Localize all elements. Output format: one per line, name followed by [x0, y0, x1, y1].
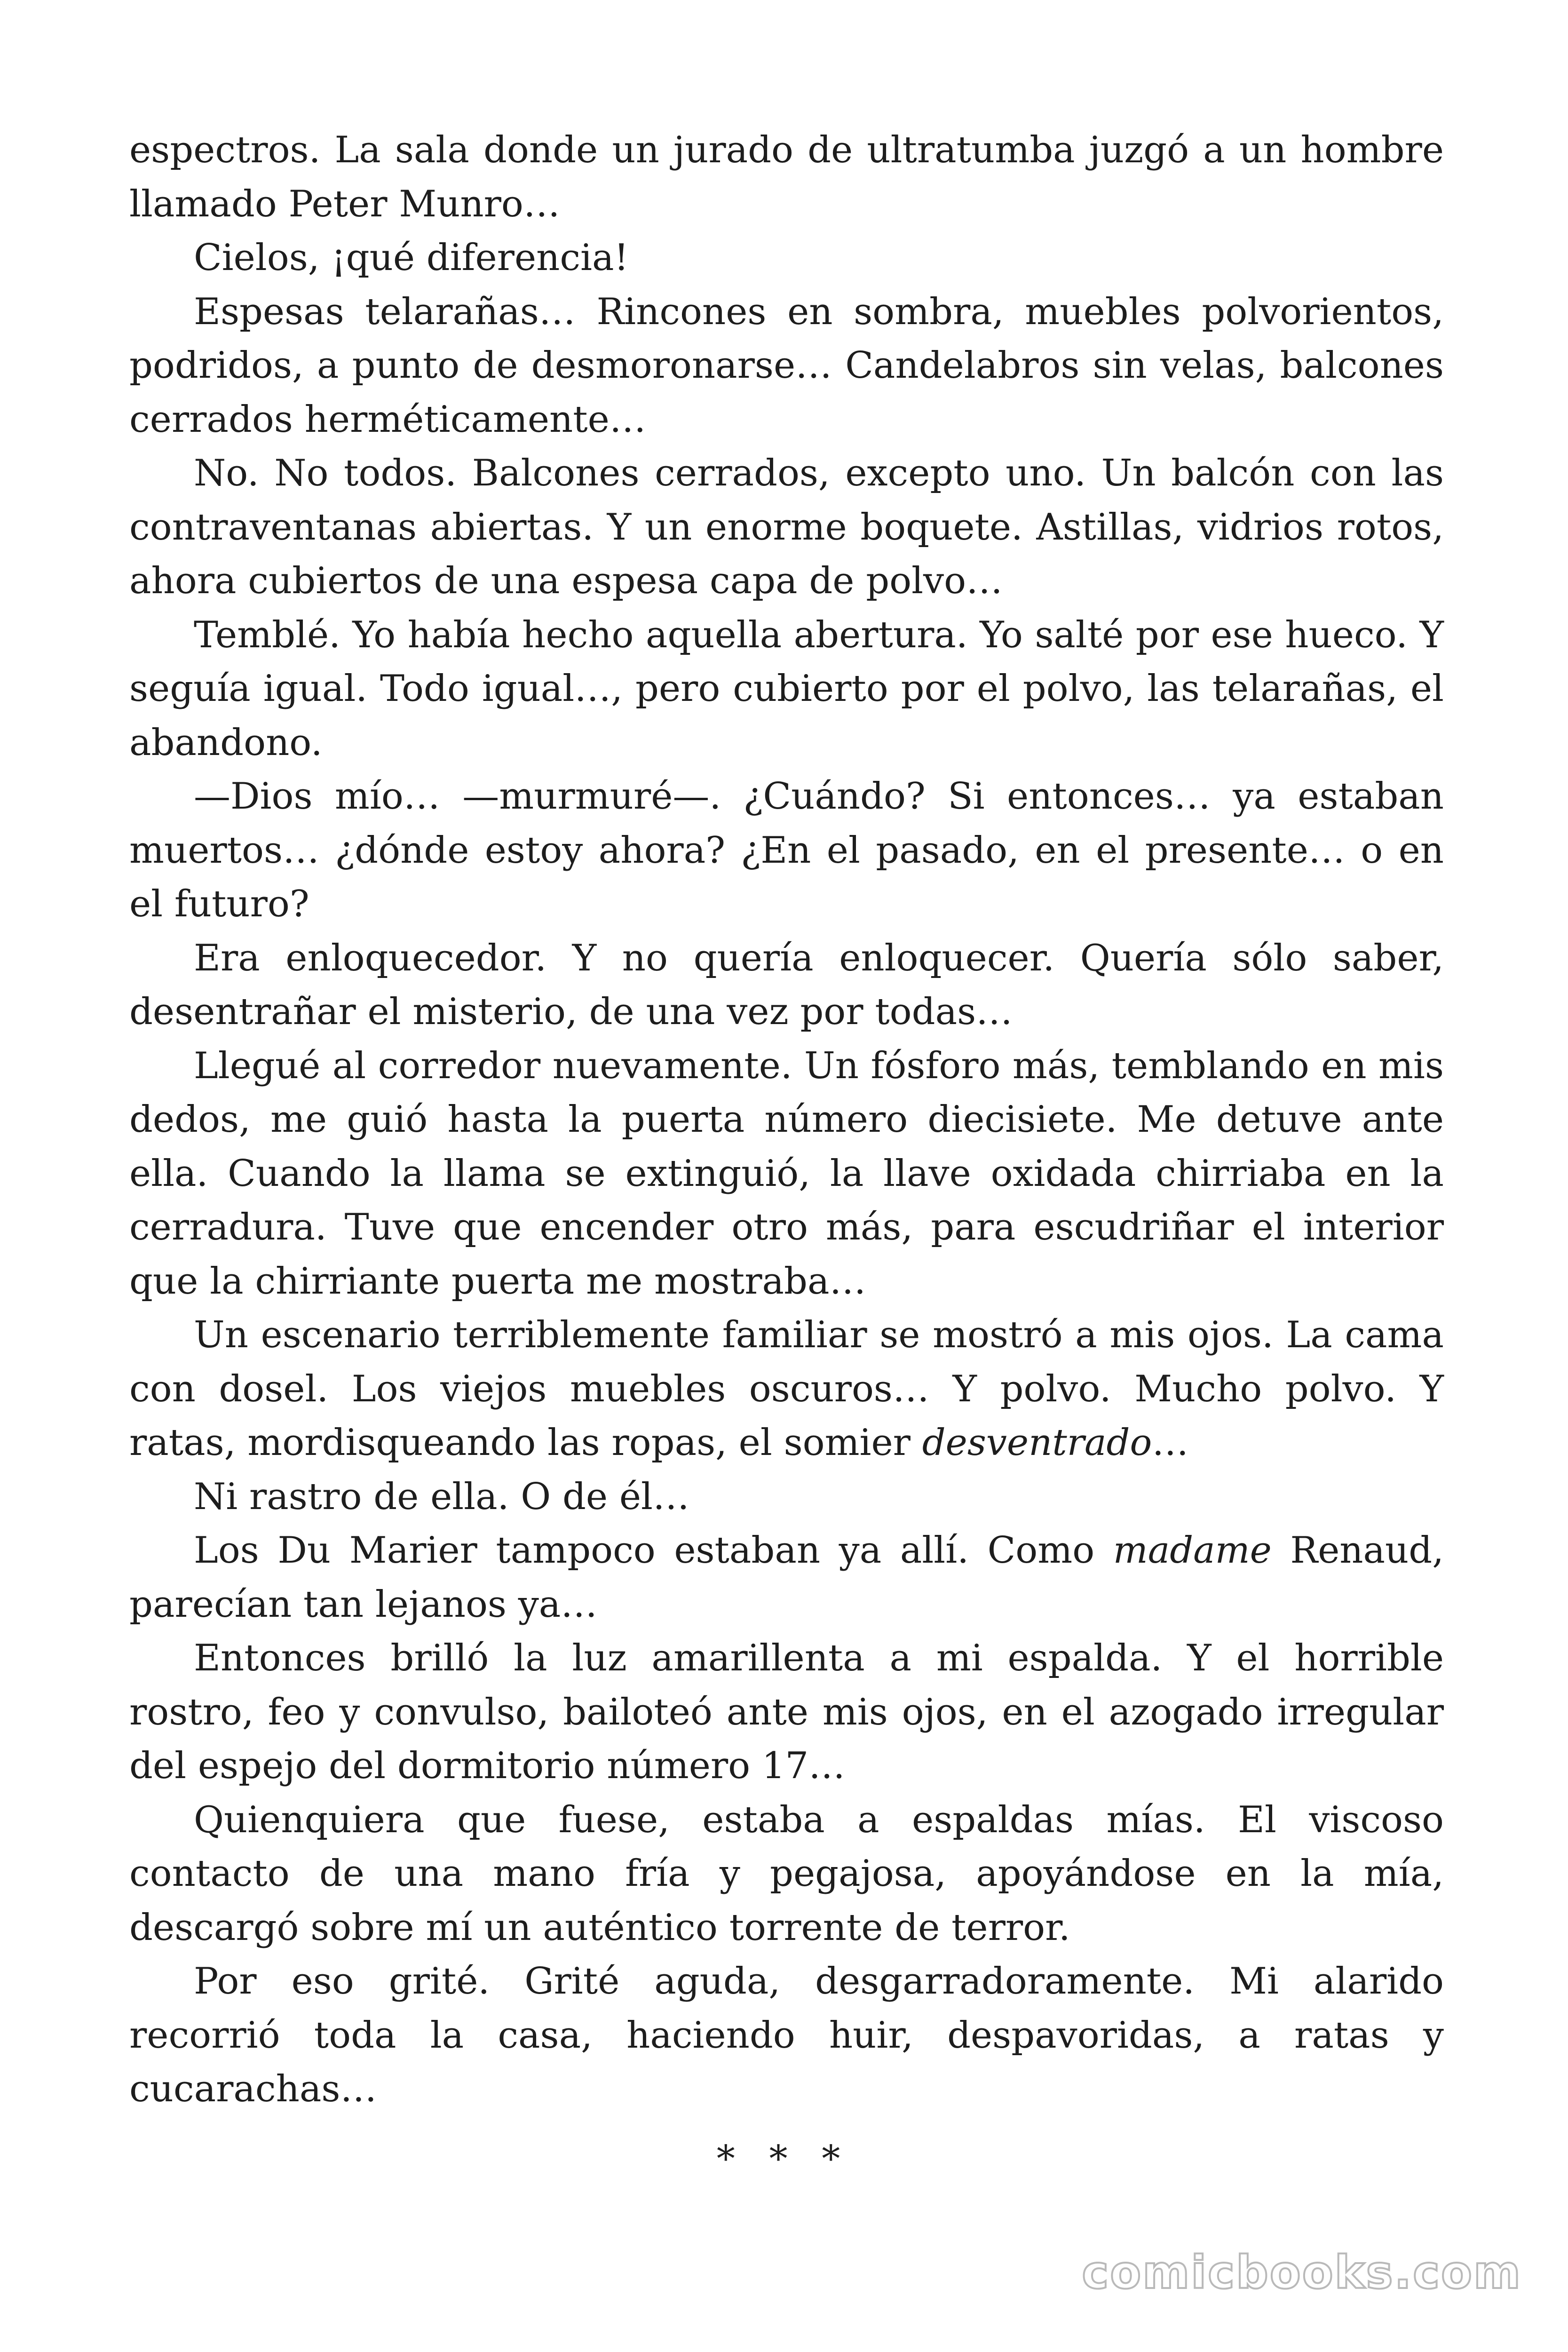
paragraph-11: [129, 1524, 1444, 1631]
paragraph-1: espectros. La sala donde un jurado de ultratumba juzgó a un hombre llamado Peter Munro…: [129, 129, 1444, 225]
paragraph-10: Ni rastro de ella. O de él…: [194, 1475, 689, 1518]
paragraph-14: Por eso grité. Grité aguda, desgarradoramente. Mi alarido recorrió toda la casa, haciendo huir, despavoridas, a ratas y cucarachas…: [129, 1960, 1444, 2110]
paragraph-12: Entonces brilló la luz amarillenta a mi espalda. Y el horrible rostro, feo y convulso, bailoteó ante mis ojos, en el azogado irregular del espejo del dormitorio número 17…: [129, 1637, 1444, 1787]
paragraph-2: Cielos, ¡qué diferencia!: [194, 237, 629, 279]
section-separator: * * *: [716, 2138, 852, 2180]
paragraph-8: Llegué al corredor nuevamente. Un fósforo más, temblando en mis dedos, me guió hasta la puerta número diecisiete. Me detuve ante ella. Cuando la llama se extinguió, la llave oxidada chirriaba en la cerradura. Tuve que encender otro más, para escudriñar el interior que la chirriante puerta me mostraba…: [129, 1044, 1444, 1303]
paragraph-9: [129, 1308, 1444, 1470]
paragraph-13: Quienquiera que fuese, estaba a espaldas mías. El viscoso contacto de una mano fría y pegajosa, apoyándose en la mía, descargó sobre mí un auténtico torrente de terror.: [129, 1798, 1444, 1949]
paragraph-11-text: Los Du Marier tampoco estaban ya allí. Como: [194, 1529, 1113, 1572]
paragraph-9-italic: desventrado: [922, 1422, 1152, 1464]
watermark-logo: comicbooks.com: [1082, 2246, 1522, 2299]
paragraph-7: Era enloquecedor. Y no quería enloquecer. Quería sólo saber, desentrañar el misterio, de una vez por todas…: [129, 937, 1444, 1033]
paragraph-9-tail: …: [1152, 1422, 1189, 1464]
paragraph-5: Temblé. Yo había hecho aquella abertura. Yo salté por ese hueco. Y seguía igual. Todo igual…, pero cubierto por el polvo, las telarañas, el abandono.: [129, 613, 1444, 764]
paragraph-9-text: Un escenario terriblemente familiar se mostró a mis ojos. La cama con dosel. Los viejos muebles oscuros… Y polvo. Mucho polvo. Y ratas, mordisqueando las ropas, el somier: [129, 1314, 1444, 1464]
paragraph-4: No. No todos. Balcones cerrados, excepto uno. Un balcón con las contraventanas abiertas. Y un enorme boquete. Astillas, vidrios rotos, ahora cubiertos de una espesa capa de polvo…: [129, 452, 1444, 602]
paragraph-11-italic: madame: [1113, 1529, 1272, 1572]
body-text: [129, 123, 1444, 2116]
paragraph-3: Espesas telarañas… Rincones en sombra, muebles polvorientos, podridos, a punto de desmoronarse… Candelabros sin velas, balcones cerrados herméticamente…: [129, 290, 1444, 441]
paragraph-11-tail: Renaud, parecían tan lejanos ya…: [129, 1529, 1444, 1626]
paragraph-6: —Dios mío… —murmuré—. ¿Cuándo? Si entonces… ya estaban muertos… ¿dónde estoy ahora? ¿En el pasado, en el presente… o en el futuro?: [129, 775, 1444, 925]
